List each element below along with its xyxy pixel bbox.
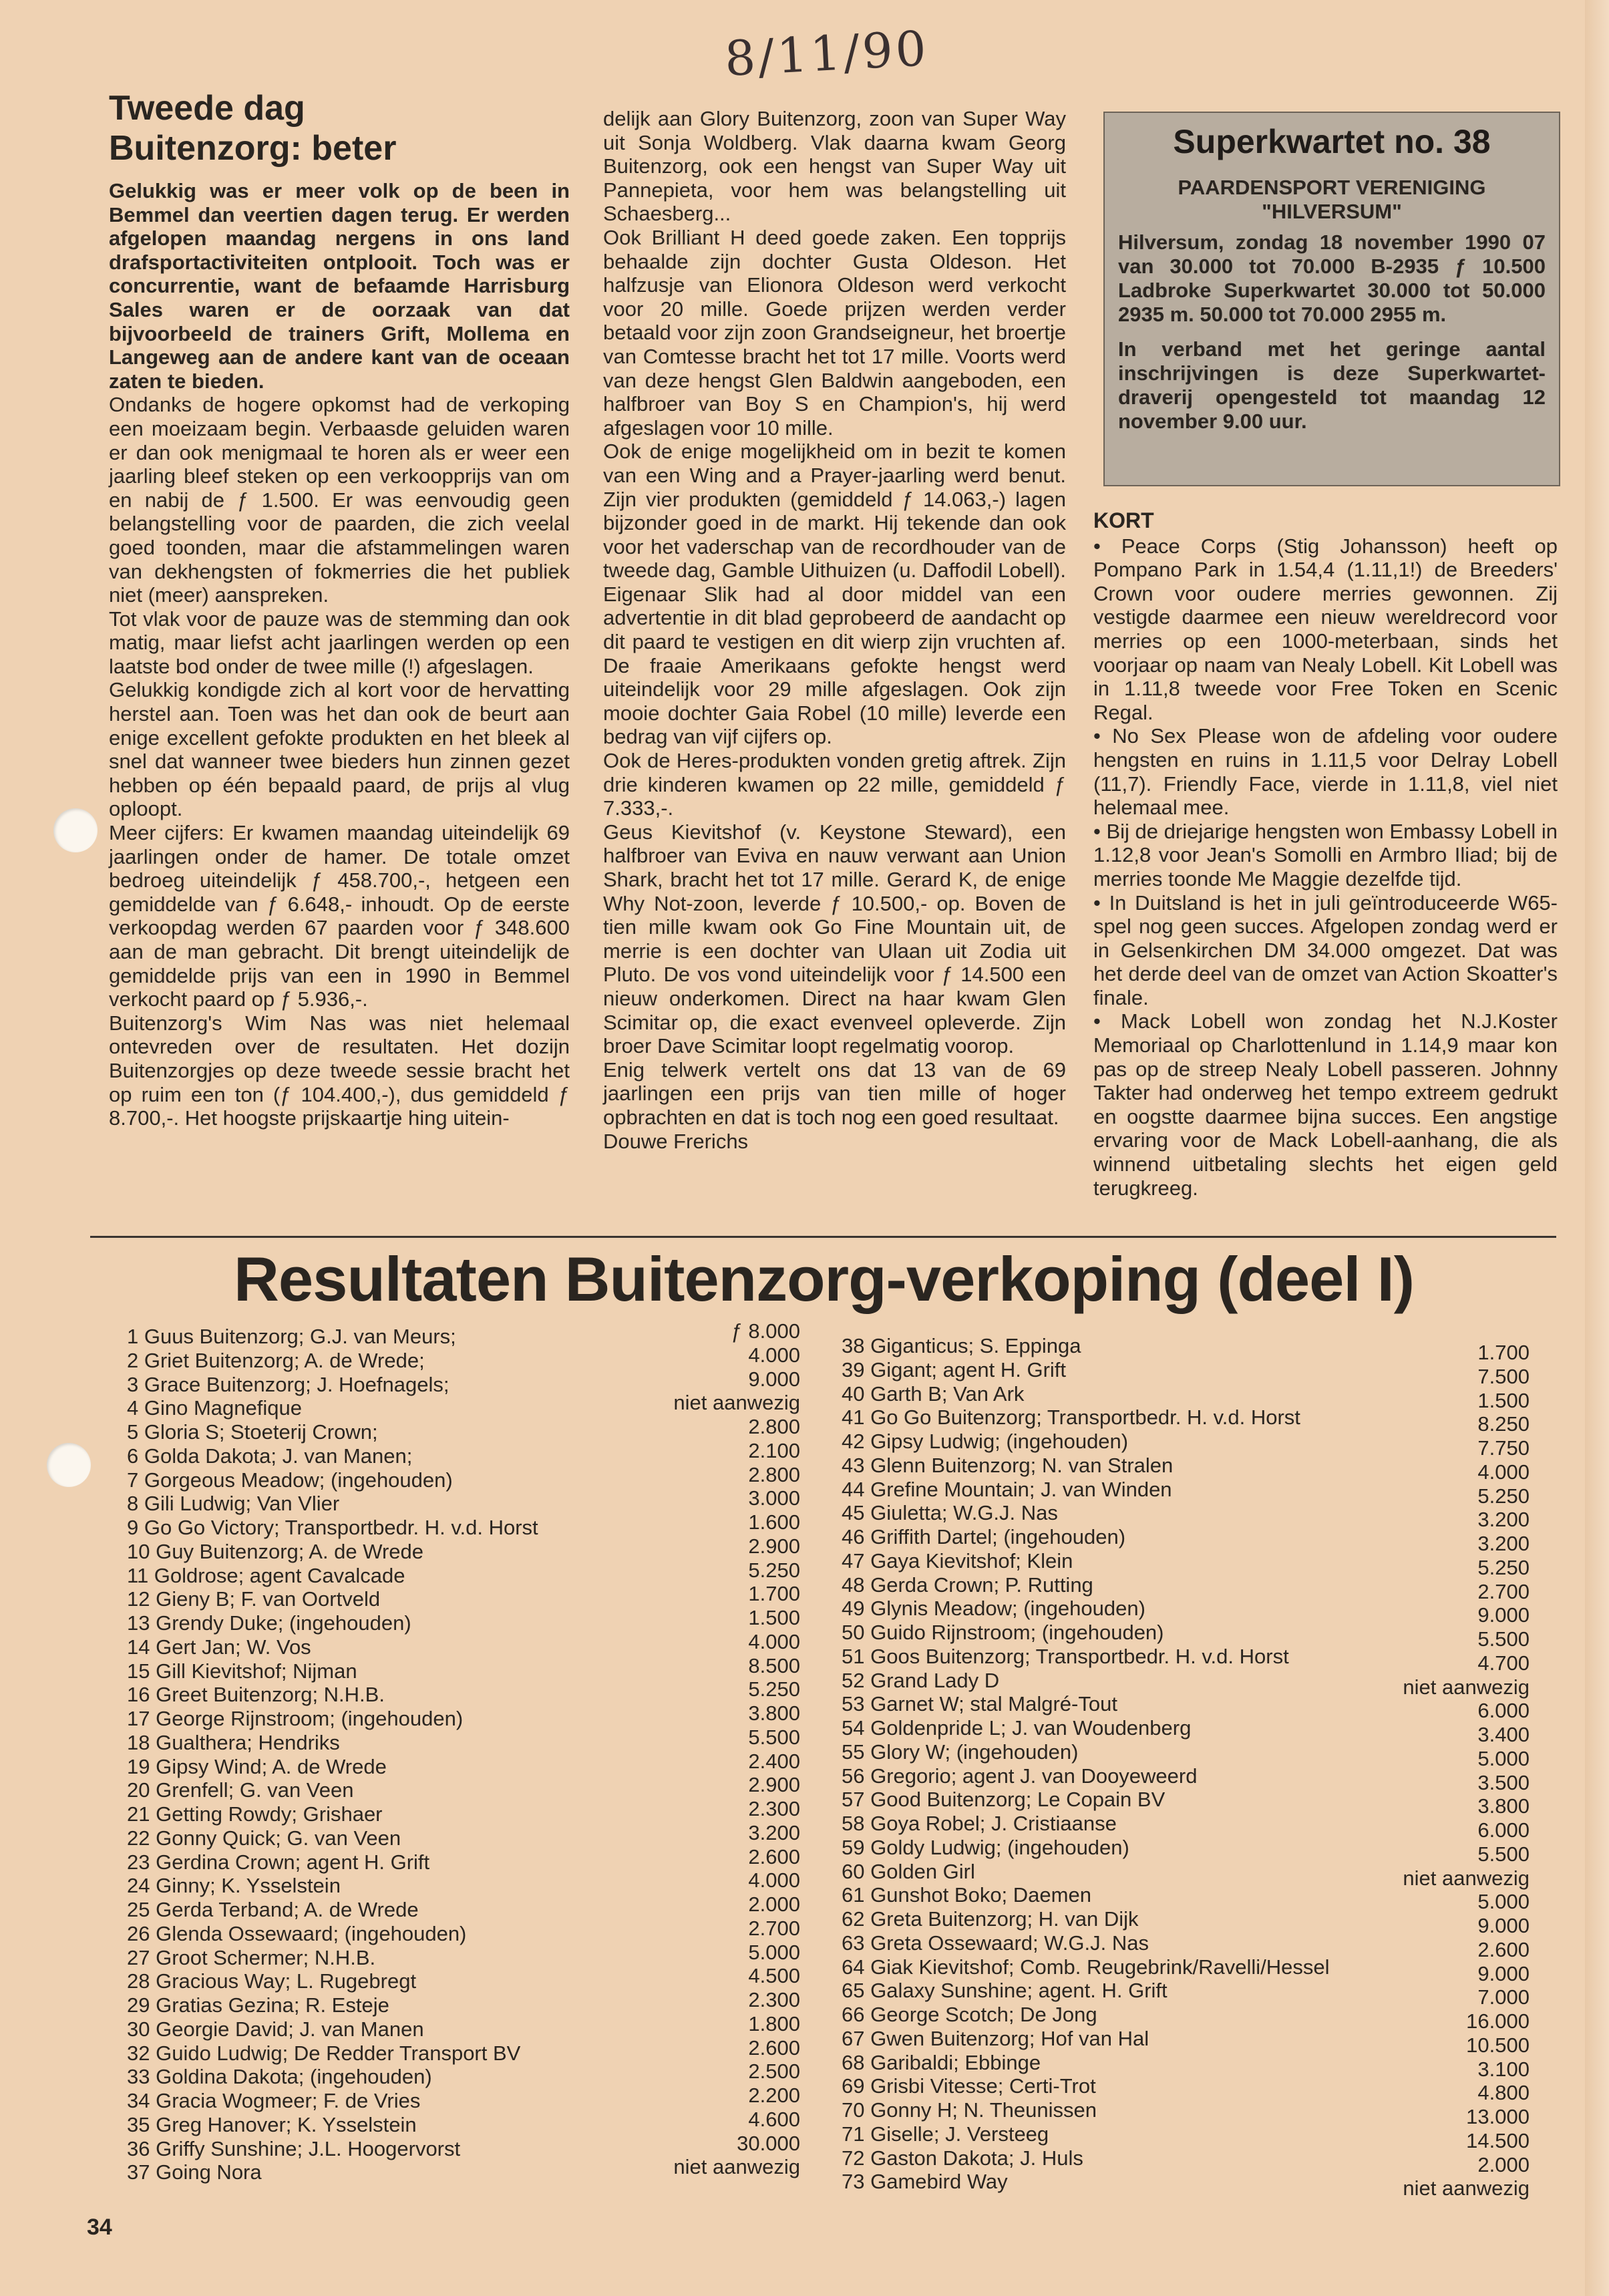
result-price: 4.000: [1477, 1460, 1530, 1484]
result-entry: 35 Greg Hanover; K. Ysselstein: [127, 2112, 417, 2136]
result-price: 6.000: [1477, 1818, 1530, 1842]
article-paragraph: Ook Brilliant H deed goede zaken. Een topprijs behaalde zijn dochter Gusta Oldeson. Het halfzusje van Elionora Oldeson werd verkocht voor 20 mille. Goede prijzen werden verder betaald voor zijn zoon Grandseigneur, het broertje van Comtesse bracht het tot 17 mille. Voorts werd van deze hengst Glen Baldwin aangeboden, een halfbroer van Boy S en Champion's, hij werd afgeslagen voor 10 mille.: [603, 225, 1066, 440]
result-price: 2.900: [748, 1534, 800, 1558]
article-column-1: [109, 88, 570, 1130]
result-entry: 57 Good Buitenzorg; Le Copain BV: [842, 1788, 1166, 1812]
kort-item: • Mack Lobell won zondag het N.J.Koster Memoriaal op Charlottenlund in 1.14,9 maar kon pas op de streep Nealy Lobell passeren. Johnny Takter had onderweg het tempo extreem gedrukt en oogstte daarmee bijna succes. Een angstige ervaring voor de Mack Lobell-aanhang, die als winnend uitbetaling slechts het eigen geld terugkreeg.: [1093, 1009, 1558, 1200]
result-price: 2.600: [748, 2035, 800, 2060]
result-entry: 41 Go Go Buitenzorg; Transportbedr. H. v.d. Horst: [842, 1406, 1300, 1430]
result-entry: 62 Greta Buitenzorg; H. van Dijk: [842, 1907, 1139, 1931]
article-paragraph: Enig telwerk vertelt ons dat 13 van de 69 jaarlingen een prijs van tien mille of hoger opbrachten en dat is toch nog een goed resultaat.: [603, 1057, 1066, 1129]
punch-hole-bottom: [47, 1443, 91, 1487]
result-price: 2.600: [1477, 1937, 1530, 1961]
result-price: 2.300: [748, 1797, 800, 1820]
org-line-1: PAARDENSPORT VERENIGING: [1178, 176, 1486, 199]
result-price: 2.300: [748, 1988, 800, 2011]
result-entry: 38 Giganticus; S. Eppinga: [842, 1334, 1081, 1357]
result-price: 9.000: [1477, 1914, 1530, 1937]
result-price: 2.000: [1477, 2152, 1530, 2176]
result-price: 2.100: [748, 1438, 800, 1462]
result-price: 4.000: [748, 1629, 800, 1653]
result-price: 9.000: [1477, 1603, 1530, 1627]
result-price: 2.400: [748, 1749, 800, 1773]
result-entry: 68 Garibaldi; Ebbinge: [842, 2050, 1041, 2074]
article-paragraph: Buitenzorg's Wim Nas was niet helemaal ontevreden over de resultaten. Het dozijn Buitenzorgjes op deze tweede sessie bracht het op ruim een ton (ƒ 104.400,-), dus gemiddeld ƒ 8.700,-. Het hoogste prijskaartje hing uitein-: [109, 1011, 570, 1130]
kort-item: • No Sex Please won de afdeling voor oudere hengsten en ruins in 1.11,5 voor Delray Lobell (11,7). Friendly Face, vierde in 1.11,8, viel niet helemaal mee.: [1093, 724, 1558, 820]
result-entry: 25 Gerda Terband; A. de Wrede: [127, 1898, 419, 1921]
result-price: 2.700: [748, 1916, 800, 1940]
result-price: 5.000: [748, 1940, 800, 1964]
result-entry: 66 George Scotch; De Jong: [842, 2003, 1097, 2026]
result-entry: 34 Gracia Wogmeer; F. de Vries: [127, 2089, 421, 2112]
result-price: 10.500: [1466, 2033, 1530, 2057]
article-headline: [109, 88, 570, 168]
result-price: 1.700: [1477, 1341, 1530, 1364]
result-entry: 26 Glenda Ossewaard; (ingehouden): [127, 1921, 467, 1945]
result-price: 5.500: [1477, 1842, 1530, 1866]
result-price: 3.400: [1477, 1723, 1530, 1746]
result-entry: 13 Grendy Duke; (ingehouden): [127, 1611, 411, 1635]
result-price: 6.000: [1477, 1699, 1530, 1723]
result-entry: 29 Gratias Gezina; R. Esteje: [127, 1993, 389, 2017]
article-paragraph: Ook de enige mogelijkheid om in bezit te komen van een Wing and a Prayer-jaarling werd benut. Zijn vier produkten (gemiddeld ƒ 14.063,-) lagen bijzonder goed in de markt. Hij tekende dan ook voor het vaderschap van de recordhouder van de tweede dag, Gamble Uithuizen (u. Daffodil Lobell). Eigenaar Slik had al door middel van een advertentie in dit blad geprobeerd de aandacht op dit paard te vestigen en dit wierp zijn vruchten af. De fraaie Amerikaans gefokte hengst werd uiteindelijk voor 29 mille afgeslagen. Ook zijn mooie dochter Gaia Robel (10 mille) leverde een bedrag van vijf cijfers op.: [603, 440, 1066, 749]
result-entry: 15 Gill Kievitshof; Nijman: [127, 1659, 357, 1683]
result-price: 3.000: [748, 1486, 800, 1510]
result-entry: 53 Garnet W; stal Malgré-Tout: [842, 1692, 1117, 1716]
org-line-2: "HILVERSUM": [1262, 200, 1402, 223]
results-left-values: [621, 1319, 800, 2179]
result-price: 7.500: [1477, 1364, 1530, 1388]
result-entry: 56 Gregorio; agent J. van Dooyeweerd: [842, 1764, 1198, 1788]
superkwartet-title: Superkwartet no. 38: [1173, 123, 1491, 160]
result-price: 5.000: [1477, 1746, 1530, 1770]
result-price: 2.500: [748, 2060, 800, 2084]
result-price: 2.900: [748, 1773, 800, 1797]
result-entry: 30 Georgie David; J. van Manen: [127, 2017, 424, 2041]
result-entry: 33 Goldina Dakota; (ingehouden): [127, 2065, 432, 2089]
headline-line-1: Tweede dag: [109, 89, 305, 128]
result-price: niet aanwezig: [1403, 2176, 1530, 2200]
page-edge: [1585, 0, 1609, 2296]
result-price: 14.500: [1466, 2128, 1530, 2152]
superkwartet-box: [1103, 112, 1560, 486]
article-paragraph: Ook de Heres-produkten vonden gretig aftrek. Zijn drie kinderen kwamen op 22 mille, gemiddeld ƒ 7.333,-.: [603, 749, 1066, 820]
result-entry: 28 Gracious Way; L. Rugebregt: [127, 1969, 417, 1993]
result-entry: 42 Gipsy Ludwig; (ingehouden): [842, 1430, 1129, 1453]
result-price: 1.600: [748, 1510, 800, 1534]
result-entry: 45 Giuletta; W.G.J. Nas: [842, 1501, 1058, 1525]
result-price: 4.500: [748, 1964, 800, 1988]
result-entry: 23 Gerdina Crown; agent H. Grift: [127, 1850, 430, 1874]
result-entry: 40 Garth B; Van Ark: [842, 1381, 1025, 1406]
results-left-names: [127, 1325, 648, 2184]
result-price: 4.600: [748, 2107, 800, 2131]
result-entry: 70 Gonny H; N. Theunissen: [842, 2098, 1097, 2122]
result-entry: 49 Glynis Meadow; (ingehouden): [842, 1597, 1145, 1621]
result-price: 2.800: [748, 1462, 800, 1486]
punch-hole-top: [53, 808, 98, 852]
result-price: 3.200: [1477, 1532, 1530, 1555]
result-entry: 60 Golden Girl: [842, 1859, 975, 1883]
result-entry: 43 Glenn Buitenzorg; N. van Stralen: [842, 1453, 1174, 1477]
result-entry: 12 Gieny B; F. van Oortveld: [127, 1587, 381, 1611]
result-entry: 52 Grand Lady D: [842, 1668, 1000, 1692]
result-price: 3.100: [1477, 2057, 1530, 2081]
result-price: 3.800: [748, 1701, 800, 1725]
result-entry: 44 Grefine Mountain; J. van Winden: [842, 1477, 1172, 1501]
result-price: 3.200: [748, 1820, 800, 1844]
result-price: 3.800: [1477, 1794, 1530, 1818]
result-price: 5.250: [1477, 1484, 1530, 1508]
result-price: 5.000: [1477, 1890, 1530, 1914]
result-entry: 22 Gonny Quick; G. van Veen: [127, 1826, 401, 1850]
result-price: ƒ 8.000: [731, 1319, 800, 1343]
result-entry: 48 Gerda Crown; P. Rutting: [842, 1573, 1093, 1597]
result-price: 8.250: [1477, 1412, 1530, 1436]
result-entry: 16 Greet Buitenzorg; N.H.B.: [127, 1683, 385, 1707]
result-entry: 24 Ginny; K. Ysselstein: [127, 1874, 341, 1898]
result-entry: 71 Giselle; J. Versteeg: [842, 2122, 1049, 2146]
result-price: 2.700: [1477, 1579, 1530, 1603]
result-entry: 39 Gigant; agent H. Grift: [842, 1357, 1067, 1381]
result-price: 4.000: [748, 1343, 800, 1367]
result-price: niet aanwezig: [673, 1391, 800, 1415]
result-entry: 54 Goldenpride L; J. van Woudenberg: [842, 1716, 1192, 1740]
kort-item: • Bij de driejarige hengsten won Embassy Lobell in 1.12,8 voor Jean's Somolli en Armbro Iliad; bij de merries toonde Me Maggie dezelfde tijd.: [1093, 819, 1558, 890]
article-paragraph: Geus Kievitshof (v. Keystone Steward), een halfbroer van Eviva en nauw verwant aan Union Shark, bracht het tot 17 mille. Gerard K, de enige Why Not-zoon, leverde ƒ 10.500,- op. Boven de tien mille kwam ook Go Fine Mountain uit, de merrie is een dochter van Ulaan uit Zodia uit Pluto. De vos vond uiteindelijk voor ƒ 14.500 een nieuw onderkomen. Direct na haar kwam Glen Scimitar op, die exact evenveel opleverde. Zijn broer Dave Scimitar loopt regelmatig voorop.: [603, 820, 1066, 1058]
result-entry: 5 Gloria S; Stoeterij Crown;: [127, 1420, 378, 1444]
result-entry: 46 Griffith Dartel; (ingehouden): [842, 1525, 1126, 1548]
result-price: 13.000: [1466, 2105, 1530, 2128]
result-entry: 6 Golda Dakota; J. van Manen;: [127, 1444, 413, 1468]
article-column-2: [603, 107, 1066, 1153]
result-price: 9.000: [748, 1367, 800, 1391]
result-entry: 64 Giak Kievitshof; Comb. Reugebrink/Ravelli/Hessel: [842, 1955, 1330, 1979]
handwritten-date: 8/11/90: [723, 20, 930, 87]
result-price: 30.000: [737, 2131, 800, 2155]
kort-column: [1093, 509, 1558, 1200]
result-entry: 4 Gino Magnefique: [127, 1396, 302, 1420]
result-entry: 1 Guus Buitenzorg; G.J. van Meurs;: [127, 1325, 456, 1348]
result-price: 2.800: [748, 1415, 800, 1438]
result-entry: 27 Groot Schermer; N.H.B.: [127, 1945, 376, 1969]
superkwartet-org: [1118, 176, 1546, 224]
result-entry: 59 Goldy Ludwig; (ingehouden): [842, 1835, 1129, 1859]
result-entry: 32 Guido Ludwig; De Redder Transport BV: [127, 2041, 521, 2065]
result-price: 5.500: [748, 1725, 800, 1749]
article-paragraph: delijk aan Glory Buitenzorg, zoon van Super Way uit Sonja Woldberg. Vlak daarna kwam Georg Buitenzorg, ook een hengst van Super Way uit Pannepieta, voor hem was belangstelling uit Schaesberg...: [603, 107, 1066, 226]
result-price: 1.500: [1477, 1388, 1530, 1412]
result-price: 4.700: [1477, 1651, 1530, 1675]
page-number: 34: [87, 2215, 112, 2240]
result-price: 1.800: [748, 2011, 800, 2035]
superkwartet-details: Hilversum, zondag 18 november 1990 07 van 30.000 tot 70.000 B-2935 ƒ 10.500 Ladbroke Superkwartet 30.000 tot 50.000 2935 m. 50.000 tot 70.000 2955 m.: [1118, 230, 1546, 326]
result-entry: 73 Gamebird Way: [842, 2170, 1008, 2194]
result-entry: 8 Gili Ludwig; Van Vlier: [127, 1492, 340, 1516]
article-paragraph: Tot vlak voor de pauze was de stemming dan ook matig, maar liefst acht jaarlingen werden op een laatste bod onder de twee mille (!) afgeslagen.: [109, 607, 570, 678]
article-lead: Gelukkig was er meer volk op de been in Bemmel dan veertien dagen terug. Er werden afgelopen maandag nergens in ons land drafsportactiviteiten ontplooit. Toch was er concurrentie, want de befaamde Harrisburg Sales waren er de oorzaak van dat bijvoorbeeld de trainers Grift, Mollema en Langeweg aan de andere kant van de oceaan zaten te bieden.: [109, 179, 570, 393]
result-price: niet aanwezig: [1403, 1866, 1530, 1890]
result-entry: 18 Gualthera; Hendriks: [127, 1730, 340, 1754]
result-entry: 14 Gert Jan; W. Vos: [127, 1635, 311, 1659]
result-entry: 67 Gwen Buitenzorg; Hof van Hal: [842, 2026, 1149, 2050]
result-entry: 72 Gaston Dakota; J. Huls: [842, 2146, 1083, 2170]
result-price: 9.000: [1477, 1961, 1530, 1985]
article-paragraph: Gelukkig kondigde zich al kort voor de hervatting herstel aan. Toen was het dan ook de beurt aan enige excellent gefokte produkten en het bleek al snel dat wanneer twee bieders hun zinnen gezet hebben op één bepaald paard, de prijs al vlug oploopt.: [109, 678, 570, 821]
result-price: niet aanwezig: [1403, 1675, 1530, 1699]
result-price: 3.200: [1477, 1508, 1530, 1532]
section-divider: [90, 1236, 1556, 1238]
result-entry: 19 Gipsy Wind; A. de Wrede: [127, 1754, 387, 1778]
result-price: 1.700: [748, 1582, 800, 1606]
kort-item: • In Duitsland is het in juli geïntroduceerde W65-spel nog geen succes. Afgelopen zondag werd er in Gelsenkirchen DM 34.000 omgezet. Dat was het derde deel van de omzet van Action Skoatter's finale.: [1093, 890, 1558, 1009]
result-price: 7.750: [1477, 1436, 1530, 1460]
result-entry: 50 Guido Rijnstroom; (ingehouden): [842, 1621, 1164, 1644]
result-price: 4.000: [748, 1868, 800, 1893]
article-paragraph: Ondanks de hogere opkomst had de verkoping een moeizaam begin. Verbaasde geluiden waren er dan ook menigmaal te horen als er weer een jaarling bleef steken op een verkoopprijs van om en nabij de ƒ 1.500. Er was eenvoudig geen belangstelling voor de paarden, die zich veelal goed toonden, maar die afstammelingen waren van dekhengsten of fokmerries die het publiek niet (meer) aanspreken.: [109, 393, 570, 607]
article-signature: Douwe Frerichs: [603, 1129, 749, 1153]
result-entry: 58 Goya Robel; J. Cristiaanse: [842, 1812, 1117, 1835]
article-paragraph: Meer cijfers: Er kwamen maandag uiteindelijk 69 jaarlingen onder de hamer. De totale omzet bedroeg uiteindelijk ƒ 458.700,-, hetgeen een gemiddelde van ƒ 6.648,- inhoudt. Op de eerste verkoopdag werden 67 paarden voor ƒ 348.600 aan de man gebracht. Dit brengt uiteindelijk de gemiddelde prijs van een in 1990 in Bemmel verkocht paard op ƒ 5.936,-.: [109, 821, 570, 1011]
result-price: niet aanwezig: [673, 2155, 800, 2179]
result-price: 5.250: [748, 1558, 800, 1582]
result-entry: 61 Gunshot Boko; Daemen: [842, 1883, 1091, 1907]
result-price: 2.200: [748, 2084, 800, 2107]
results-title: Resultaten Buitenzorg-verkoping (deel I): [234, 1244, 1415, 1314]
result-price: 2.000: [748, 1893, 800, 1916]
result-entry: 36 Griffy Sunshine; J.L. Hoogervorst: [127, 2136, 461, 2160]
result-entry: 51 Goos Buitenzorg; Transportbedr. H. v.d. Horst: [842, 1644, 1289, 1668]
kort-title: KORT: [1093, 508, 1154, 532]
result-entry: 69 Grisbi Vitesse; Certi-Trot: [842, 2074, 1096, 2098]
result-price: 8.500: [748, 1653, 800, 1677]
result-entry: 3 Grace Buitenzorg; J. Hoefnagels;: [127, 1372, 450, 1396]
result-entry: 2 Griet Buitenzorg; A. de Wrede;: [127, 1348, 425, 1372]
result-entry: 47 Gaya Kievitshof; Klein: [842, 1548, 1073, 1573]
result-entry: 17 George Rijnstroom; (ingehouden): [127, 1707, 464, 1730]
result-entry: 37 Going Nora: [127, 2160, 262, 2184]
result-entry: 11 Goldrose; agent Cavalcade: [127, 1563, 405, 1587]
result-price: 7.000: [1477, 1985, 1530, 2009]
result-entry: 9 Go Go Victory; Transportbedr. H. v.d. Horst: [127, 1516, 538, 1539]
result-entry: 55 Glory W; (ingehouden): [842, 1740, 1079, 1764]
result-price: 16.000: [1466, 2009, 1530, 2033]
headline-line-2: Buitenzorg: beter: [109, 129, 397, 168]
result-entry: 65 Galaxy Sunshine; agent. H. Grift: [842, 1979, 1168, 2003]
result-entry: 20 Grenfell; G. van Veen: [127, 1778, 354, 1802]
result-price: 5.500: [1477, 1627, 1530, 1651]
results-right-values: [1329, 1341, 1530, 2200]
result-price: 2.600: [748, 1844, 800, 1868]
result-entry: 7 Gorgeous Meadow; (ingehouden): [127, 1468, 453, 1492]
result-price: 1.500: [748, 1606, 800, 1629]
result-entry: 10 Guy Buitenzorg; A. de Wrede: [127, 1539, 424, 1563]
result-price: 3.500: [1477, 1770, 1530, 1794]
result-entry: 21 Getting Rowdy; Grishaer: [127, 1802, 383, 1826]
superkwartet-notice: In verband met het geringe aantal inschrijvingen is deze Superkwartet-draverij opengesteld tot maandag 12 november 9.00 uur.: [1118, 337, 1546, 433]
result-price: 5.250: [1477, 1555, 1530, 1579]
result-entry: 63 Greta Ossewaard; W.G.J. Nas: [842, 1931, 1149, 1955]
result-price: 5.250: [748, 1677, 800, 1701]
result-price: 4.800: [1477, 2081, 1530, 2105]
kort-item: • Peace Corps (Stig Johansson) heeft op Pompano Park in 1.54,4 (1.11,1!) de Breeders' Crown voor oudere merries gewonnen. Zij vestigde daarmee een nieuw wereldrecord voor merries op een 1000-meterbaan, sinds het voorjaar op naam van Nealy Lobell. Kit Lobell was in 1.11,8 tweede voor Free Token en Scenic Regal.: [1093, 534, 1558, 724]
